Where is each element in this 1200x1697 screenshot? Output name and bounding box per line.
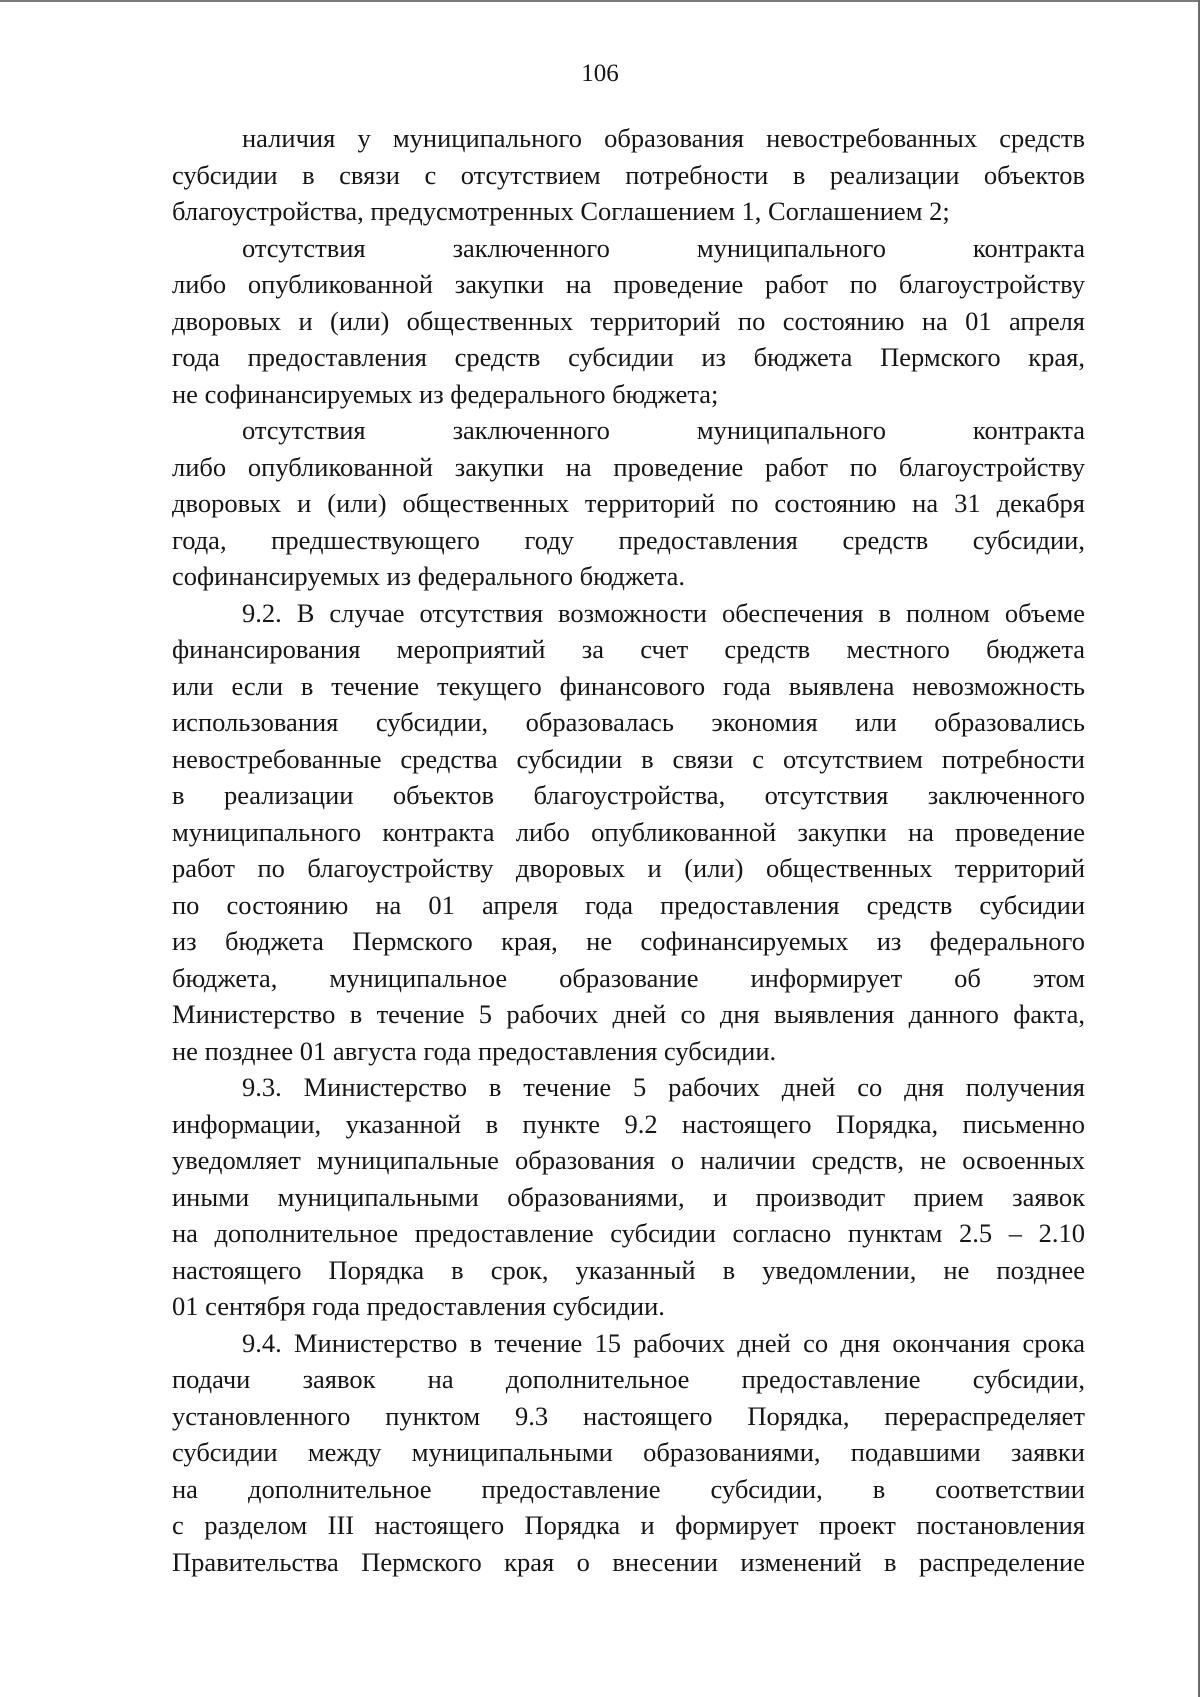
text-line: работ по благоустройству дворовых и (или) общественных территорий [172,853,1085,883]
text-line: 9.3. Министерство в течение 5 рабочих дней со дня получения [242,1072,1085,1102]
text-line: субсидии между муниципальными образованиями, подавшими заявки [172,1437,1085,1467]
text-line: невостребованные средства субсидии в связи с отсутствием потребности [172,743,1085,774]
text-line: настоящего Порядка в срок, указанный в уведомлении, не позднее [172,1254,1085,1285]
page-number: 106 [581,60,619,87]
text-line: 9.4. Министерство в течение 15 рабочих дней со дня окончания срока [242,1327,1085,1358]
text-line: отсутствия заключенного муниципального контракта [242,415,1085,445]
text-line: либо опубликованной закупки на проведение работ по благоустройству [172,269,1085,299]
text-line: благоустройства, предусмотренных Соглашением 1, Соглашением 2; [172,196,950,226]
text-line: информации, указанной в пункте 9.2 настоящего Порядка, письменно [172,1108,1085,1139]
text-line: иными муниципальными образованиями, и производит прием заявок [172,1181,1085,1212]
text-line: Правительства Пермского края о внесении изменений в распределение [172,1546,1085,1577]
document-body [172,120,1085,1580]
text-line: года, предшествующего году предоставления средств субсидии, [172,524,1085,555]
text-line: 01 сентября года предоставления субсидии. [172,1291,665,1321]
text-line: отсутствия заключенного муниципального контракта [242,232,1085,263]
text-line: в реализации объектов благоустройства, отсутствия заключенного [172,780,1085,810]
text-line: или если в течение текущего финансового года выявлена невозможность [172,670,1085,701]
text-line: наличия у муниципального образования невостребованных средств [242,123,1085,153]
text-line: с разделом III настоящего Порядка и формирует проект постановления [172,1510,1085,1540]
text-line: на дополнительное предоставление субсидии, в соответствии [172,1473,1085,1504]
text-line: из бюджета Пермского края, не софинансируемых из федерального [172,926,1085,956]
text-line: не софинансируемых из федерального бюджета; [172,378,719,409]
text-line: дворовых и (или) общественных территорий по состоянию на 01 апреля [172,305,1085,336]
text-line: либо опубликованной закупки на проведение работ по благоустройству [172,451,1085,482]
text-line: подачи заявок на дополнительное предоставление субсидии, [172,1364,1085,1394]
text-line: дворовых и (или) общественных территорий по состоянию на 31 декабря [172,488,1085,518]
text-line: Министерство в течение 5 рабочих дней со дня выявления данного факта, [172,999,1085,1029]
text-line: на дополнительное предоставление субсидии согласно пунктам 2.5 – 2.10 [172,1218,1085,1248]
text-line: года предоставления средств субсидии из бюджета Пермского края, [172,342,1085,372]
text-line: муниципального контракта либо опубликованной закупки на проведение [172,816,1085,847]
text-line: по состоянию на 01 апреля года предоставления средств субсидии [172,889,1085,920]
text-line: финансирования мероприятий за счет средств местного бюджета [172,634,1085,664]
text-line: 9.2. В случае отсутствия возможности обеспечения в полном объеме [242,597,1085,628]
text-line: использования субсидии, образовалась экономия или образовались [172,707,1085,737]
text-line: софинансируемых из федерального бюджета. [172,561,686,591]
scan-top-edge [0,0,1200,2]
text-line: субсидии в связи с отсутствием потребности в реализации объектов [172,159,1085,190]
text-line: не позднее 01 августа года предоставления субсидии. [172,1035,777,1066]
text-line: бюджета, муниципальное образование информирует об этом [172,962,1085,993]
text-line: установленного пунктом 9.3 настоящего Порядка, перераспределяет [172,1400,1085,1431]
text-line: уведомляет муниципальные образования о наличии средств, не освоенных [172,1145,1085,1175]
